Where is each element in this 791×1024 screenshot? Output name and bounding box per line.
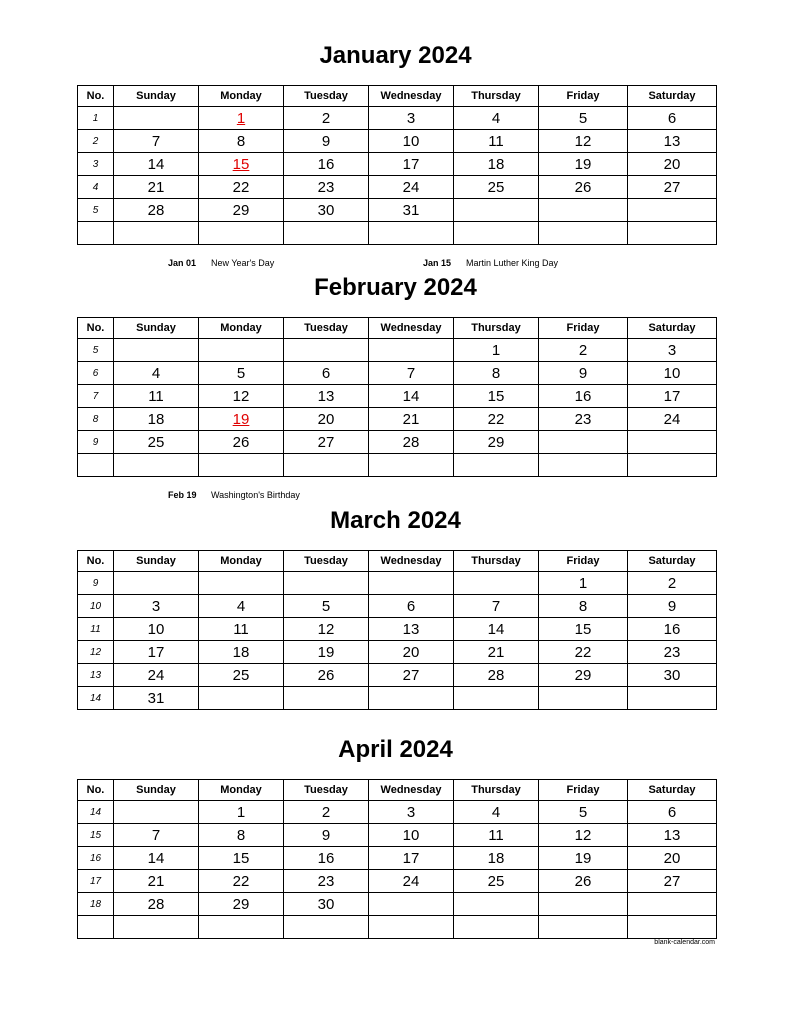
day-cell: 30: [284, 199, 369, 222]
day-cell: 30: [284, 893, 369, 916]
day-cell: 13: [628, 824, 717, 847]
day-cell: 7: [454, 595, 539, 618]
column-header: Monday: [199, 551, 284, 572]
day-cell: [454, 572, 539, 595]
day-cell: [369, 572, 454, 595]
day-cell: [199, 916, 284, 939]
day-cell: [369, 687, 454, 710]
day-cell: 24: [369, 176, 454, 199]
week-row: [78, 893, 717, 916]
day-cell: 29: [539, 664, 628, 687]
day-cell: [284, 572, 369, 595]
week-number: 9: [78, 572, 114, 595]
day-cell: [539, 222, 628, 245]
holiday-note-name: Martin Luther King Day: [466, 258, 559, 268]
day-cell: 29: [199, 893, 284, 916]
calendar-table-april: [77, 779, 717, 939]
day-cell: 25: [114, 431, 199, 454]
day-cell: 19: [284, 641, 369, 664]
week-row: [78, 222, 717, 245]
day-cell: [369, 222, 454, 245]
day-cell: [199, 572, 284, 595]
column-header: Thursday: [454, 780, 539, 801]
day-cell: 11: [114, 385, 199, 408]
column-header: Tuesday: [284, 318, 369, 339]
column-header: Saturday: [628, 780, 717, 801]
week-row: [78, 153, 717, 176]
column-header: Friday: [539, 551, 628, 572]
week-number: 5: [78, 199, 114, 222]
day-cell: 15: [199, 847, 284, 870]
day-cell: 25: [454, 176, 539, 199]
column-header: No.: [78, 780, 114, 801]
week-number: 9: [78, 431, 114, 454]
day-cell: 27: [628, 870, 717, 893]
week-row: [78, 431, 717, 454]
day-cell: [369, 339, 454, 362]
column-header: Friday: [539, 318, 628, 339]
day-cell: 18: [199, 641, 284, 664]
day-cell: 3: [369, 107, 454, 130]
day-cell: [454, 916, 539, 939]
day-cell: 5: [284, 595, 369, 618]
day-cell: 26: [539, 870, 628, 893]
day-cell: 30: [628, 664, 717, 687]
week-number: 3: [78, 153, 114, 176]
calendar-table-january: [77, 85, 717, 245]
column-header: Wednesday: [369, 780, 454, 801]
day-cell: 25: [454, 870, 539, 893]
day-cell: [628, 893, 717, 916]
week-row: [78, 641, 717, 664]
day-cell: 7: [369, 362, 454, 385]
day-cell: [369, 454, 454, 477]
day-cell: [539, 916, 628, 939]
day-cell: 1: [454, 339, 539, 362]
week-row: [78, 362, 717, 385]
week-row: [78, 385, 717, 408]
day-cell: 5: [539, 107, 628, 130]
day-cell: 10: [369, 130, 454, 153]
week-number: 17: [78, 870, 114, 893]
week-number: 11: [78, 618, 114, 641]
day-cell: 25: [199, 664, 284, 687]
week-number: 7: [78, 385, 114, 408]
week-number: 18: [78, 893, 114, 916]
day-cell: [628, 454, 717, 477]
day-cell: 16: [284, 847, 369, 870]
month-title-march: March 2024: [330, 507, 461, 534]
day-cell: 24: [369, 870, 454, 893]
week-number: 13: [78, 664, 114, 687]
day-cell: 22: [539, 641, 628, 664]
day-cell: 10: [628, 362, 717, 385]
day-cell: 16: [284, 153, 369, 176]
day-cell: 8: [454, 362, 539, 385]
day-cell: 23: [284, 870, 369, 893]
week-number: 12: [78, 641, 114, 664]
day-cell: [199, 454, 284, 477]
day-cell: 4: [199, 595, 284, 618]
day-cell: 20: [369, 641, 454, 664]
column-header: No.: [78, 551, 114, 572]
day-cell: 5: [539, 801, 628, 824]
day-cell: 18: [454, 847, 539, 870]
column-header: Sunday: [114, 551, 199, 572]
day-cell: 20: [284, 408, 369, 431]
day-cell: [454, 454, 539, 477]
column-header: Monday: [199, 318, 284, 339]
day-cell: 20: [628, 847, 717, 870]
day-cell: [284, 916, 369, 939]
day-cell: [284, 687, 369, 710]
day-cell: 3: [114, 595, 199, 618]
week-number: [78, 222, 114, 245]
week-row: [78, 664, 717, 687]
day-cell: 22: [199, 176, 284, 199]
week-row: [78, 618, 717, 641]
day-cell: 31: [114, 687, 199, 710]
day-cell: [454, 222, 539, 245]
column-header: Monday: [199, 86, 284, 107]
day-cell: 3: [628, 339, 717, 362]
week-row: [78, 176, 717, 199]
week-number: 15: [78, 824, 114, 847]
day-cell: 15: [454, 385, 539, 408]
day-cell: 19: [539, 153, 628, 176]
day-cell: [628, 222, 717, 245]
day-cell: 4: [454, 107, 539, 130]
week-number: 16: [78, 847, 114, 870]
day-cell: 5: [199, 362, 284, 385]
day-cell: [284, 454, 369, 477]
day-cell: 18: [454, 153, 539, 176]
day-cell: 13: [369, 618, 454, 641]
week-number: 5: [78, 339, 114, 362]
day-cell: 4: [454, 801, 539, 824]
day-cell: 7: [114, 824, 199, 847]
day-cell: 7: [114, 130, 199, 153]
day-cell: 27: [628, 176, 717, 199]
day-cell: 19: [539, 847, 628, 870]
column-header: Wednesday: [369, 318, 454, 339]
day-cell: 3: [369, 801, 454, 824]
week-row: [78, 199, 717, 222]
holiday-day-cell: 19: [199, 408, 284, 431]
week-row: [78, 107, 717, 130]
day-cell: [539, 431, 628, 454]
footer-credit: blank-calendar.com: [654, 939, 715, 946]
week-row: [78, 847, 717, 870]
day-cell: [199, 222, 284, 245]
week-row: [78, 870, 717, 893]
column-header: Thursday: [454, 318, 539, 339]
month-title-february: February 2024: [314, 274, 477, 301]
day-cell: 2: [284, 107, 369, 130]
day-cell: 14: [114, 847, 199, 870]
day-cell: [539, 687, 628, 710]
day-cell: 12: [284, 618, 369, 641]
column-header: Tuesday: [284, 551, 369, 572]
column-header: No.: [78, 318, 114, 339]
column-header: Wednesday: [369, 551, 454, 572]
day-cell: 11: [454, 130, 539, 153]
day-cell: [628, 431, 717, 454]
column-header: Tuesday: [284, 780, 369, 801]
day-cell: 6: [628, 801, 717, 824]
day-cell: 4: [114, 362, 199, 385]
day-cell: 23: [628, 641, 717, 664]
day-cell: 17: [369, 153, 454, 176]
week-number: 14: [78, 801, 114, 824]
day-cell: 1: [539, 572, 628, 595]
week-row: [78, 408, 717, 431]
day-cell: 14: [114, 153, 199, 176]
day-cell: 15: [539, 618, 628, 641]
holiday-note-date: Jan 01: [168, 258, 197, 268]
day-cell: 29: [454, 431, 539, 454]
day-cell: 24: [628, 408, 717, 431]
header-row: [78, 780, 717, 801]
day-cell: 9: [539, 362, 628, 385]
day-cell: [199, 339, 284, 362]
week-row: [78, 801, 717, 824]
day-cell: 29: [199, 199, 284, 222]
day-cell: 31: [369, 199, 454, 222]
day-cell: 21: [369, 408, 454, 431]
holiday-note-date: Feb 19: [168, 490, 197, 500]
day-cell: [284, 222, 369, 245]
day-cell: 6: [628, 107, 717, 130]
day-cell: 2: [628, 572, 717, 595]
day-cell: 26: [199, 431, 284, 454]
day-cell: 6: [369, 595, 454, 618]
day-cell: [539, 893, 628, 916]
day-cell: [454, 687, 539, 710]
calendar-table-february: [77, 317, 717, 477]
day-cell: [284, 339, 369, 362]
day-cell: 24: [114, 664, 199, 687]
day-cell: 9: [284, 130, 369, 153]
day-cell: 10: [114, 618, 199, 641]
week-number: 4: [78, 176, 114, 199]
day-cell: 11: [199, 618, 284, 641]
day-cell: 22: [454, 408, 539, 431]
day-cell: 10: [369, 824, 454, 847]
day-cell: 13: [284, 385, 369, 408]
day-cell: 13: [628, 130, 717, 153]
header-row: [78, 551, 717, 572]
header-row: [78, 86, 717, 107]
holiday-note-date: Jan 15: [423, 258, 452, 268]
column-header: Wednesday: [369, 86, 454, 107]
column-header: Tuesday: [284, 86, 369, 107]
day-cell: 16: [628, 618, 717, 641]
day-cell: [114, 572, 199, 595]
day-cell: 14: [454, 618, 539, 641]
day-cell: 27: [369, 664, 454, 687]
day-cell: 27: [284, 431, 369, 454]
day-cell: 17: [628, 385, 717, 408]
week-row: [78, 454, 717, 477]
column-header: Saturday: [628, 318, 717, 339]
day-cell: 23: [284, 176, 369, 199]
week-number: [78, 916, 114, 939]
day-cell: 2: [539, 339, 628, 362]
day-cell: 28: [114, 893, 199, 916]
day-cell: [454, 199, 539, 222]
day-cell: [454, 893, 539, 916]
column-header: Sunday: [114, 318, 199, 339]
day-cell: 17: [369, 847, 454, 870]
month-title-april: April 2024: [338, 736, 453, 763]
week-number: 2: [78, 130, 114, 153]
column-header: Thursday: [454, 551, 539, 572]
day-cell: [114, 339, 199, 362]
day-cell: 28: [454, 664, 539, 687]
day-cell: 11: [454, 824, 539, 847]
column-header: Sunday: [114, 86, 199, 107]
day-cell: 17: [114, 641, 199, 664]
week-number: 6: [78, 362, 114, 385]
week-row: [78, 916, 717, 939]
column-header: Friday: [539, 86, 628, 107]
day-cell: 2: [284, 801, 369, 824]
day-cell: [114, 916, 199, 939]
day-cell: [114, 801, 199, 824]
holiday-note-name: New Year's Day: [211, 258, 275, 268]
holiday-note-name: Washington's Birthday: [211, 490, 300, 500]
calendar-table-march: [77, 550, 717, 710]
day-cell: [369, 916, 454, 939]
column-header: Saturday: [628, 86, 717, 107]
week-row: [78, 687, 717, 710]
week-row: [78, 339, 717, 362]
day-cell: 12: [539, 130, 628, 153]
week-number: 8: [78, 408, 114, 431]
day-cell: 9: [628, 595, 717, 618]
day-cell: 16: [539, 385, 628, 408]
week-row: [78, 595, 717, 618]
day-cell: 6: [284, 362, 369, 385]
day-cell: 22: [199, 870, 284, 893]
day-cell: 28: [114, 199, 199, 222]
month-title-january: January 2024: [319, 42, 472, 69]
week-number: 10: [78, 595, 114, 618]
day-cell: 26: [284, 664, 369, 687]
day-cell: [628, 199, 717, 222]
day-cell: [539, 199, 628, 222]
day-cell: 21: [114, 870, 199, 893]
day-cell: [199, 687, 284, 710]
week-number: 14: [78, 687, 114, 710]
day-cell: [628, 687, 717, 710]
week-row: [78, 572, 717, 595]
column-header: Thursday: [454, 86, 539, 107]
column-header: Friday: [539, 780, 628, 801]
day-cell: 21: [454, 641, 539, 664]
day-cell: 8: [539, 595, 628, 618]
week-number: [78, 454, 114, 477]
column-header: No.: [78, 86, 114, 107]
holiday-day-cell: 1: [199, 107, 284, 130]
day-cell: 23: [539, 408, 628, 431]
day-cell: 21: [114, 176, 199, 199]
header-row: [78, 318, 717, 339]
week-row: [78, 824, 717, 847]
day-cell: 28: [369, 431, 454, 454]
week-number: 1: [78, 107, 114, 130]
column-header: Monday: [199, 780, 284, 801]
day-cell: [539, 454, 628, 477]
day-cell: 9: [284, 824, 369, 847]
day-cell: [369, 893, 454, 916]
day-cell: 18: [114, 408, 199, 431]
day-cell: 12: [199, 385, 284, 408]
day-cell: 20: [628, 153, 717, 176]
week-row: [78, 130, 717, 153]
day-cell: 12: [539, 824, 628, 847]
day-cell: [628, 916, 717, 939]
day-cell: 8: [199, 824, 284, 847]
column-header: Sunday: [114, 780, 199, 801]
day-cell: [114, 454, 199, 477]
holiday-day-cell: 15: [199, 153, 284, 176]
day-cell: [114, 222, 199, 245]
column-header: Saturday: [628, 551, 717, 572]
day-cell: [114, 107, 199, 130]
day-cell: 1: [199, 801, 284, 824]
day-cell: 8: [199, 130, 284, 153]
day-cell: 26: [539, 176, 628, 199]
day-cell: 14: [369, 385, 454, 408]
